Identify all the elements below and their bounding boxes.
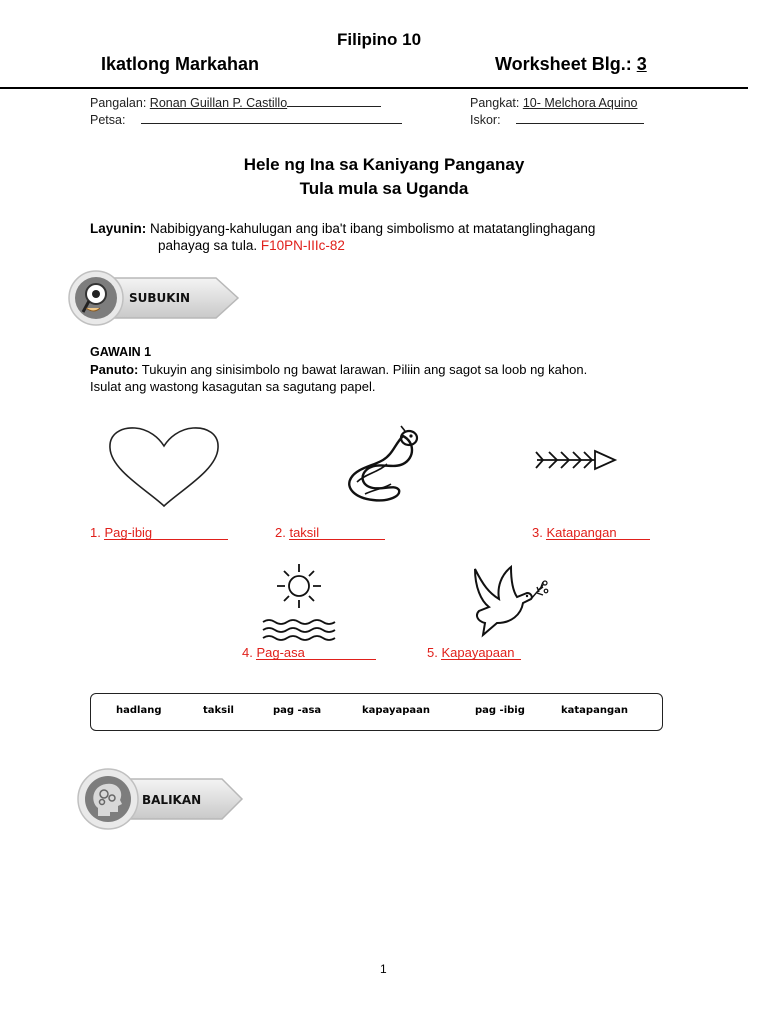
directions-label: Panuto: [90, 362, 139, 377]
dove-icon [467, 563, 551, 639]
header-divider [0, 87, 748, 89]
arrow-icon [533, 446, 619, 474]
sunrise-icon [258, 560, 342, 642]
answer-2 [275, 525, 385, 540]
answer-3-num: 3. [532, 525, 543, 540]
name-line [287, 96, 381, 107]
directions-text-2: Isulat ang wastong kasagutan sa sagutang papel. [90, 379, 376, 394]
worksheet-number: 3 [636, 54, 647, 74]
name-value: Ronan Guillan P. Castillo [149, 96, 288, 110]
answer-3 [532, 525, 650, 540]
objective [90, 220, 690, 237]
activity-title: GAWAIN 1 [90, 345, 152, 359]
snake-icon [343, 424, 423, 504]
name-row [90, 96, 381, 110]
balikan-badge [76, 766, 246, 832]
date-line [141, 113, 402, 124]
subject-title: Filipino 10 [337, 30, 422, 49]
word-bank [90, 693, 663, 731]
answer-5-num: 5. [427, 645, 438, 660]
poem-subtitle: Tula mula sa Uganda [299, 179, 469, 198]
name-label: Pangalan: [90, 96, 147, 110]
answer-5 [427, 645, 521, 660]
objective-code: F10PN-IIIc-82 [260, 238, 345, 253]
section-label: Pangkat: [470, 96, 520, 110]
word-bank-item: pag -ibig [475, 705, 525, 716]
word-bank-item: katapangan [561, 705, 628, 716]
worksheet-number-label [495, 54, 647, 75]
answer-5-text: Kapayapaan [441, 646, 521, 660]
objective-label: Layunin: [90, 221, 147, 236]
answer-2-text: taksil [289, 526, 385, 540]
score-row [470, 113, 644, 127]
balikan-label: BALIKAN [142, 793, 202, 807]
answer-4 [242, 645, 376, 660]
score-label: Iskor: [470, 113, 501, 127]
directions [90, 361, 710, 395]
answer-4-text: Pag-asa [256, 646, 376, 660]
date-row [90, 113, 402, 127]
word-bank-item: hadlang [116, 705, 162, 716]
subukin-badge [66, 268, 241, 328]
objective-text-1: Nabibigyang-kahulugan ang iba't ibang simbolismo at matatanglinghagang [150, 221, 596, 236]
date-label: Petsa: [90, 113, 126, 127]
poem-title: Hele ng Ina sa Kaniyang Panganay [243, 155, 525, 174]
word-bank-item: taksil [203, 705, 234, 716]
directions-text-1: Tukuyin ang sinisimbolo ng bawat larawan. Piliin ang sagot sa loob ng kahon. [141, 362, 588, 377]
answer-4-num: 4. [242, 645, 253, 660]
score-line [516, 113, 644, 124]
section-value: 10- Melchora Aquino [522, 96, 638, 110]
objective-line-2 [158, 237, 345, 254]
answer-2-num: 2. [275, 525, 286, 540]
subukin-label: SUBUKIN [129, 291, 191, 305]
answer-1 [90, 525, 228, 540]
word-bank-item: pag -asa [273, 705, 322, 716]
page-number: 1 [380, 962, 387, 976]
section-row [470, 96, 637, 110]
word-bank-item: kapayapaan [362, 705, 431, 716]
heart-icon [107, 426, 221, 510]
objective-text-2: pahayag sa tula. [158, 238, 258, 253]
answer-1-text: Pag-ibig [104, 526, 228, 540]
answer-1-num: 1. [90, 525, 101, 540]
quarter-title: Ikatlong Markahan [101, 54, 260, 74]
worksheet-label: Worksheet Blg.: [495, 54, 632, 74]
answer-3-text: Katapangan [546, 526, 650, 540]
